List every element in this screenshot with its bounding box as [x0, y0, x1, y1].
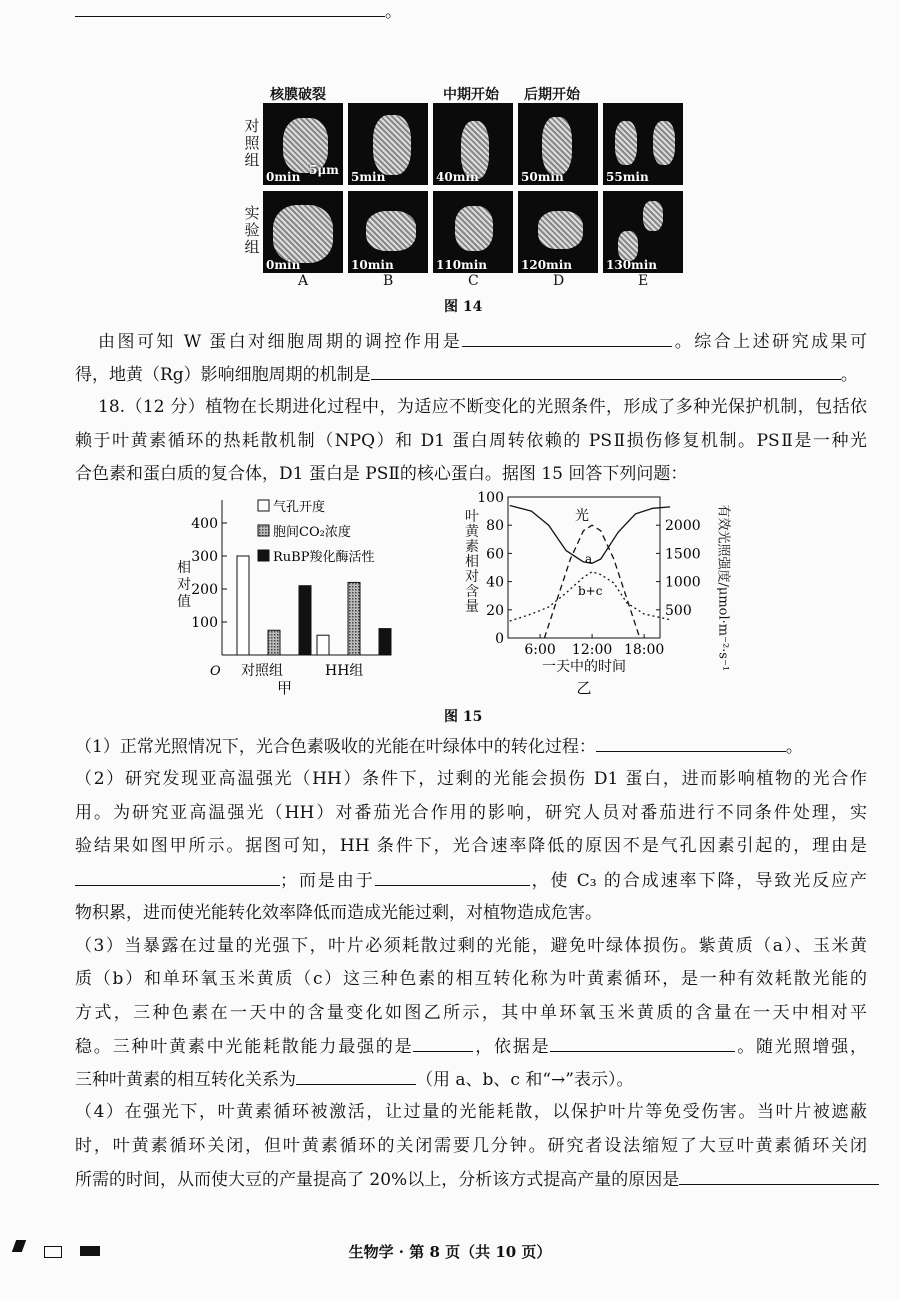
micrograph [433, 103, 513, 185]
legend-label: RuBP羧化酶活性 [273, 550, 375, 565]
text-segment: （用 a、b、c 和“→”表示）。 [416, 1070, 634, 1090]
y-right-tick-label: 500 [665, 602, 692, 619]
y-tick-label: 300 [191, 549, 218, 565]
label-nuclear-breakdown: 核膜破裂 [270, 87, 326, 103]
text-line [75, 1135, 867, 1157]
text-line [75, 1068, 867, 1091]
y-right-tick-label: 1000 [665, 574, 701, 591]
answer-blank[interactable] [371, 363, 841, 380]
series-line-光 [544, 525, 639, 638]
micrograph [518, 103, 598, 185]
text-line [75, 0, 867, 23]
chromosome-blob [615, 121, 637, 165]
y-tick-label: 0 [495, 631, 504, 647]
text-segment: 验结果如图甲所示。据图可知，HH 条件下，光合速率降低的原因不是气孔因素引起的，理由是 [75, 836, 867, 856]
origin-label: O [210, 664, 221, 679]
text-segment: 稳。三种叶黄素中光能耗散能力最强的是 [75, 1037, 414, 1057]
answer-blank[interactable] [375, 869, 530, 886]
text-segment: 赖于叶黄素循环的热耗散机制（NPQ）和 D1 蛋白周转依赖的 PSⅡ损伤修复机制。PSⅡ是一种光 [75, 431, 867, 451]
text-segment: 质（b）和单环氧玉米黄质（c）这三种色素的相互转化称为叶黄素循环，是一种有效耗散光能的 [75, 969, 867, 989]
column-letter: B [383, 273, 394, 289]
bar-气孔开度 [317, 635, 329, 655]
text-line [75, 430, 867, 452]
time-label: 120min [521, 258, 573, 272]
bar-胞间CO₂浓度 [268, 630, 280, 655]
y-tick-label: 40 [486, 574, 504, 591]
text-segment: ；而是由于 [280, 871, 375, 891]
time-label: 130min [606, 258, 658, 272]
chromosome-blob [643, 201, 663, 231]
legend-label: 气孔开度 [273, 500, 326, 515]
answer-blank[interactable] [550, 1035, 735, 1052]
x-axis-label: 一天中的时间 [542, 659, 626, 675]
text-segment: （2）研究发现亚高温强光（HH）条件下，过剩的光能会损伤 D1 蛋白，进而影响植物的光合作 [75, 769, 867, 789]
micrograph [518, 191, 598, 273]
time-label: 40min [436, 170, 479, 184]
text-line [75, 1101, 867, 1123]
chromosome-blob [538, 211, 583, 249]
category-label: 对照组 [241, 663, 283, 679]
chromosome-blob [653, 121, 675, 165]
chromosome-blob [373, 115, 411, 175]
micrograph [348, 103, 428, 185]
time-label: 110min [436, 258, 488, 272]
text-segment: 时，叶黄素循环关闭，但叶黄素循环的关闭需要几分钟。研究者设法缩短了大豆叶黄素循环关闭 [75, 1136, 867, 1156]
text-segment: 。 [385, 2, 402, 22]
answer-blank[interactable] [75, 0, 385, 17]
y-tick-label: 20 [486, 602, 504, 619]
text-segment: 三种叶黄素的相互转化关系为 [75, 1070, 296, 1090]
text-line [98, 396, 867, 418]
row-label-control: 对照组 [244, 117, 260, 169]
y-axis-label: 相对值 [177, 560, 191, 610]
y-tick-label: 400 [191, 516, 218, 532]
chromosome-blob [366, 211, 416, 251]
bar-胞间CO₂浓度 [348, 582, 360, 655]
time-label: 55min [606, 170, 649, 184]
bar-气孔开度 [237, 556, 249, 655]
text-segment: （4）在强光下，叶黄素循环被激活，让过量的光能耗散，以保护叶片等免受伤害。当叶片被遮蔽 [75, 1102, 867, 1122]
micrograph [263, 103, 343, 185]
time-label: 50min [521, 170, 564, 184]
legend-swatch [258, 550, 269, 561]
answer-blank[interactable] [679, 1168, 879, 1185]
column-letter: A [298, 273, 309, 289]
text-segment: 所需的时间，从而使大豆的产量提高了 20%以上，分析该方式提高产量的原因是 [75, 1170, 680, 1190]
answer-blank[interactable] [596, 735, 786, 752]
x-tick-label: 12:00 [571, 642, 613, 658]
text-segment: 。综合上述研究成果可 [672, 332, 868, 352]
micrograph [603, 103, 683, 185]
micrograph [433, 191, 513, 273]
x-tick-label: 18:00 [623, 642, 665, 658]
text-segment: 合色素和蛋白质的复合体，D1 蛋白是 PSⅡ的核心蛋白。据图 15 回答下列问题： [75, 464, 688, 484]
text-segment: 由图可知 W 蛋白对细胞周期的调控作用是 [98, 332, 463, 352]
y-right-tick-label: 2000 [665, 518, 701, 535]
column-letter: D [553, 273, 565, 289]
bar-RuBP羧化酶活性 [299, 586, 311, 655]
chromosome-blob [455, 206, 493, 251]
x-tick-label: 6:00 [524, 642, 556, 658]
text-segment: ，依据是 [473, 1037, 551, 1057]
y-axis-label-left: 叶黄素相对含量 [465, 509, 479, 615]
column-letter: C [468, 273, 479, 289]
label-anaphase-start: 后期开始 [524, 87, 580, 103]
chart-yi [460, 488, 720, 708]
micrograph [603, 191, 683, 273]
text-line [75, 968, 867, 990]
text-segment: 得，地黄（Rg）影响细胞周期的机制是 [75, 365, 371, 385]
y-right-tick-label: 1500 [665, 546, 701, 563]
legend-label: 胞间CO₂浓度 [273, 525, 351, 540]
text-line [75, 802, 867, 824]
bar-RuBP羧化酶活性 [379, 629, 391, 655]
series-label-a: a [585, 552, 593, 566]
chromosome-blob [542, 117, 572, 175]
chart-title: 乙 [576, 679, 592, 697]
series-label-light: 光 [575, 508, 589, 524]
text-line [75, 735, 867, 758]
text-line [75, 363, 867, 386]
time-label: 10min [351, 258, 394, 272]
y-tick-label: 60 [486, 546, 504, 563]
chart-title: 甲 [277, 679, 293, 697]
time-label: 0min [266, 258, 301, 272]
text-line [75, 935, 867, 957]
label-metaphase-start: 中期开始 [443, 87, 499, 103]
text-segment: （3）当暴露在过量的光强下，叶片必须耗散过剩的光能，避免叶绿体损伤。紫黄质（a）、玉米黄 [75, 936, 867, 956]
y-tick-label: 100 [477, 490, 504, 506]
text-line [75, 1002, 867, 1024]
text-segment: 物积累，进而使光能转化效率降低而造成光能过剩，对植物造成危害。 [75, 903, 602, 923]
time-label: 5min [351, 170, 386, 184]
column-letter: E [638, 273, 649, 289]
text-line [75, 902, 867, 924]
y-axis-label-right: 有效光照强度/μmol·m⁻²·s⁻¹ [715, 504, 731, 672]
chromosome-blob [618, 231, 638, 261]
answer-blank[interactable] [75, 869, 280, 886]
answer-blank[interactable] [462, 330, 672, 347]
row-label-experiment: 实验组 [244, 204, 260, 256]
text-line [75, 463, 867, 485]
category-label: HH组 [325, 663, 364, 679]
figure15-caption: 图 15 [444, 709, 483, 725]
micrograph [263, 191, 343, 273]
scale-bar-label: 5μm [309, 163, 339, 177]
text-line [75, 1035, 867, 1058]
text-segment: 18.（12 分）植物在长期进化过程中，为适应不断变化的光照条件，形成了多种光保护机制，包括依 [98, 397, 867, 417]
text-segment: 方式，三种色素在一天中的含量变化如图乙所示，其中单环氧玉米黄质的含量在一天中相对平 [75, 1003, 867, 1023]
chart-jia [175, 490, 435, 705]
micrograph [348, 191, 428, 273]
text-segment: 。 [840, 365, 858, 385]
page-footer: 生物学 · 第 8 页（共 10 页） [348, 1243, 552, 1261]
figure14-caption: 图 14 [444, 299, 483, 315]
text-segment: ，使 C₃ 的合成速率下降，导致光反应产 [529, 871, 868, 891]
text-line [98, 330, 867, 353]
text-line [75, 1168, 867, 1191]
legend-swatch [258, 500, 269, 511]
time-label: 0min [266, 170, 301, 184]
legend-swatch [258, 525, 269, 536]
y-tick-label: 80 [486, 518, 504, 535]
y-tick-label: 200 [191, 582, 218, 598]
text-segment: 。 [785, 737, 803, 757]
answer-blank[interactable] [413, 1035, 473, 1052]
y-tick-label: 100 [191, 615, 218, 631]
text-segment: 用。为研究亚高温强光（HH）对番茄光合作用的影响，研究人员对番茄进行不同条件处理，实 [75, 803, 867, 823]
text-line [75, 869, 867, 892]
answer-blank[interactable] [296, 1068, 416, 1085]
series-label-bc: b+c [578, 584, 603, 598]
text-segment: （1）正常光照情况下，光合色素吸收的光能在叶绿体中的转化过程： [75, 737, 596, 757]
text-segment: 。随光照增强， [735, 1037, 868, 1057]
chromosome-blob [273, 205, 333, 263]
text-line [75, 768, 867, 790]
text-line [75, 835, 867, 857]
